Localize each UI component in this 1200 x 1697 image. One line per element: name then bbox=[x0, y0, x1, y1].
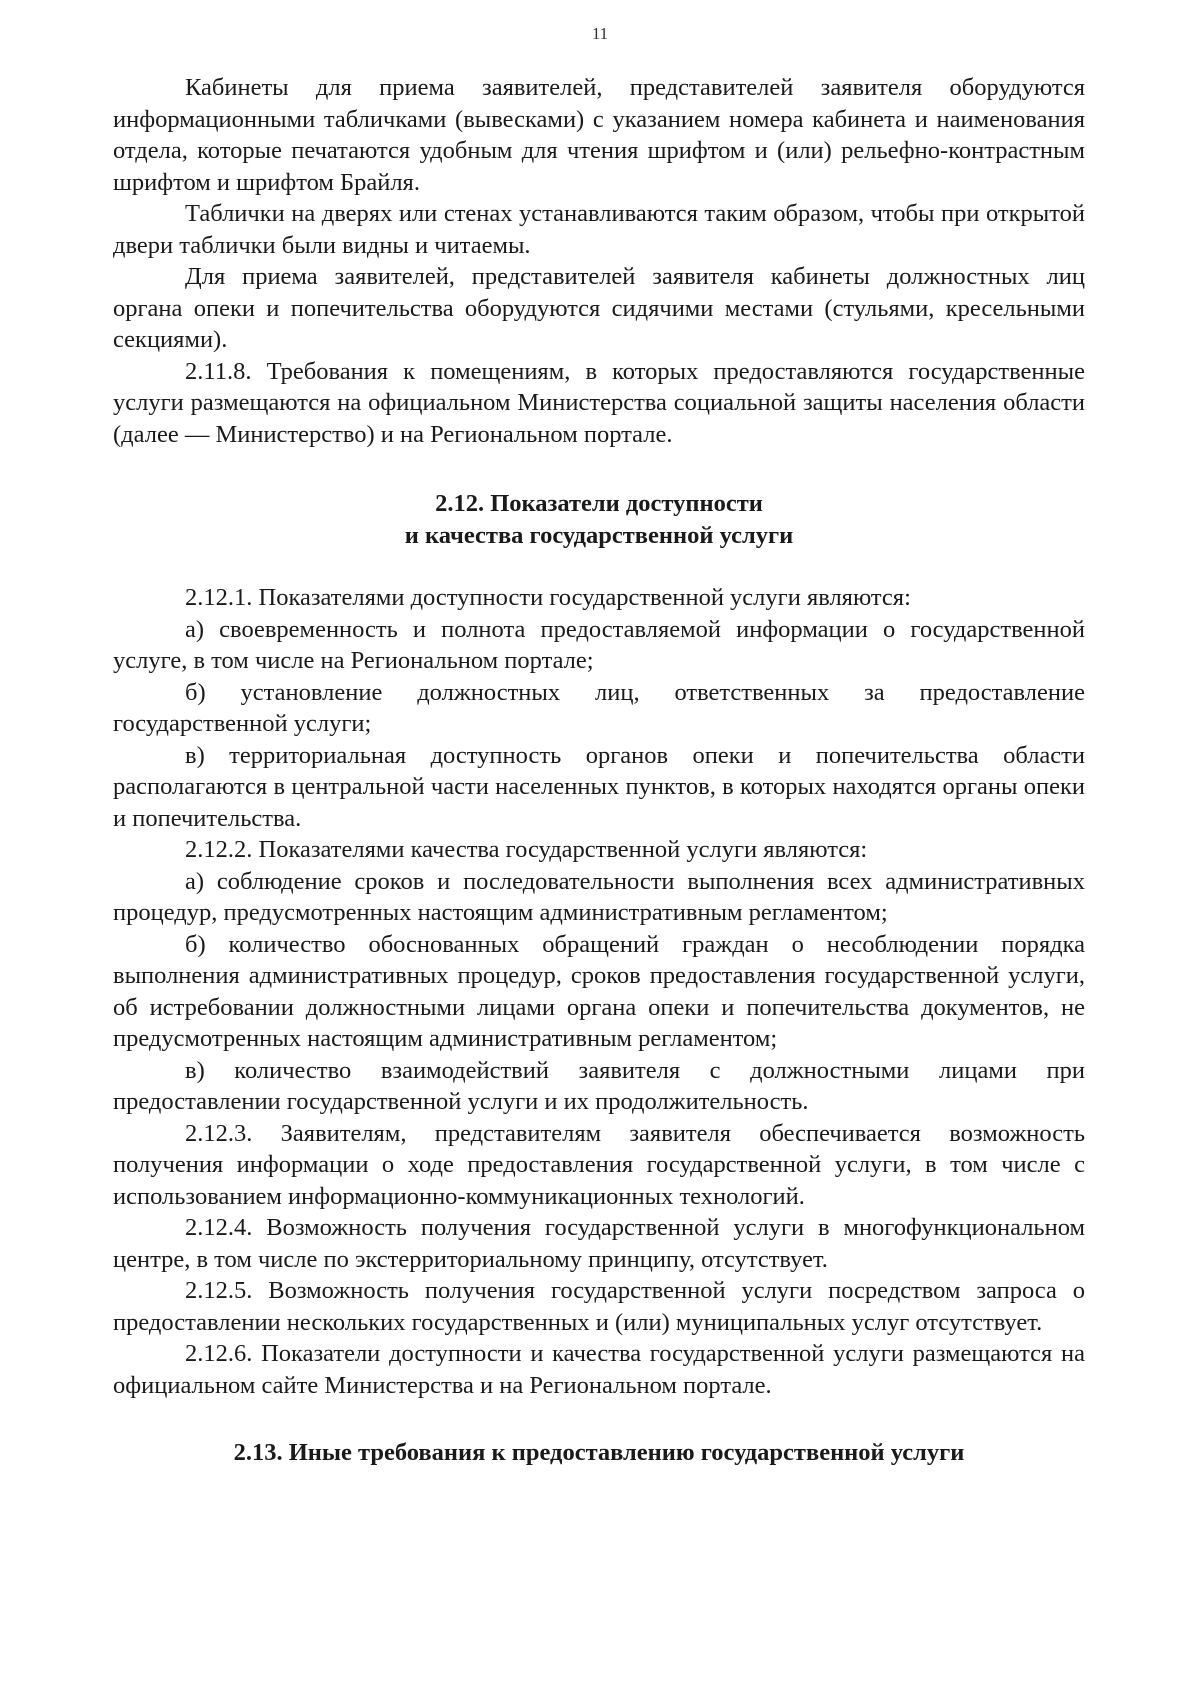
list-item: б) установление должностных лиц, ответственных за предоставление государственной услуги; bbox=[113, 678, 1085, 737]
document-body bbox=[113, 72, 1085, 1469]
section-title-line: и качества государственной услуги bbox=[404, 522, 794, 549]
paragraph: 2.12.2. Показателями качества государственной услуги являются: bbox=[185, 836, 868, 863]
paragraph: 2.12.4. Возможность получения государственной услуги в многофункциональном центре, в том числе по экстерриториальному принципу, отсутствует. bbox=[113, 1214, 1085, 1273]
paragraph: 2.12.6. Показатели доступности и качества государственной услуги размещаются на официальном сайте Министерства и на Региональном портале. bbox=[113, 1340, 1085, 1399]
list-item: б) количество обоснованных обращений граждан о несоблюдении порядка выполнения административных процедур, сроков предоставления государственной услуги, об истребовании должностными лицами органа опеки и попечительства документов, не предусмотренных настоящим административным регламентом; bbox=[113, 930, 1085, 1052]
list-item: в) количество взаимодействий заявителя с должностными лицами при предоставлении государственной услуги и их продолжительность. bbox=[113, 1056, 1085, 1115]
paragraph: 2.11.8. Требования к помещениям, в которых предоставляются государственные услуги размещаются на официальном Министерства социальной защиты населения области (далее — Министерство) и на Региональном портале. bbox=[113, 357, 1085, 448]
paragraph: Таблички на дверях или стенах устанавливаются таким образом, чтобы при открытой двери таблички были видны и читаемы. bbox=[113, 200, 1085, 259]
section-title-line: 2.12. Показатели доступности bbox=[435, 490, 763, 517]
page-number: 11 bbox=[591, 24, 609, 43]
section-heading-2-13 bbox=[113, 1437, 1085, 1469]
list-item: в) территориальная доступность органов опеки и попечительства области располагаются в центральной части населенных пунктов, в которых находятся органы опеки и попечительства. bbox=[113, 741, 1085, 832]
paragraph: 2.12.1. Показателями доступности государственной услуги являются: bbox=[185, 584, 911, 611]
paragraph: 2.12.5. Возможность получения государственной услуги посредством запроса о предоставлении нескольких государственных и (или) муниципальных услуг отсутствует. bbox=[113, 1277, 1085, 1336]
section-heading-2-12 bbox=[113, 488, 1085, 552]
paragraph: Кабинеты для приема заявителей, представителей заявителя оборудуются информационными табличками (вывесками) с указанием номера кабинета и наименования отдела, которые печатаются удобным для чтения шрифтом и (или) рельефно-контрастным шрифтом и шрифтом Брайля. bbox=[113, 74, 1085, 196]
list-item: а) своевременность и полнота предоставляемой информации о государственной услуге, в том числе на Региональном портале; bbox=[113, 615, 1085, 674]
paragraph: Для приема заявителей, представителей заявителя кабинеты должностных лиц органа опеки и попечительства оборудуются сидячими местами (стульями, кресельными секциями). bbox=[113, 263, 1085, 353]
list-item: а) соблюдение сроков и последовательности выполнения всех административных процедур, предусмотренных настоящим административным регламентом; bbox=[113, 867, 1085, 926]
paragraph: 2.12.3. Заявителям, представителям заявителя обеспечивается возможность получения информации о ходе предоставления государственной услуги, в том числе с использованием информационно-коммуникационных технологий. bbox=[113, 1119, 1085, 1210]
section-title: 2.13. Иные требования к предоставлению государственной услуги bbox=[233, 1439, 965, 1466]
